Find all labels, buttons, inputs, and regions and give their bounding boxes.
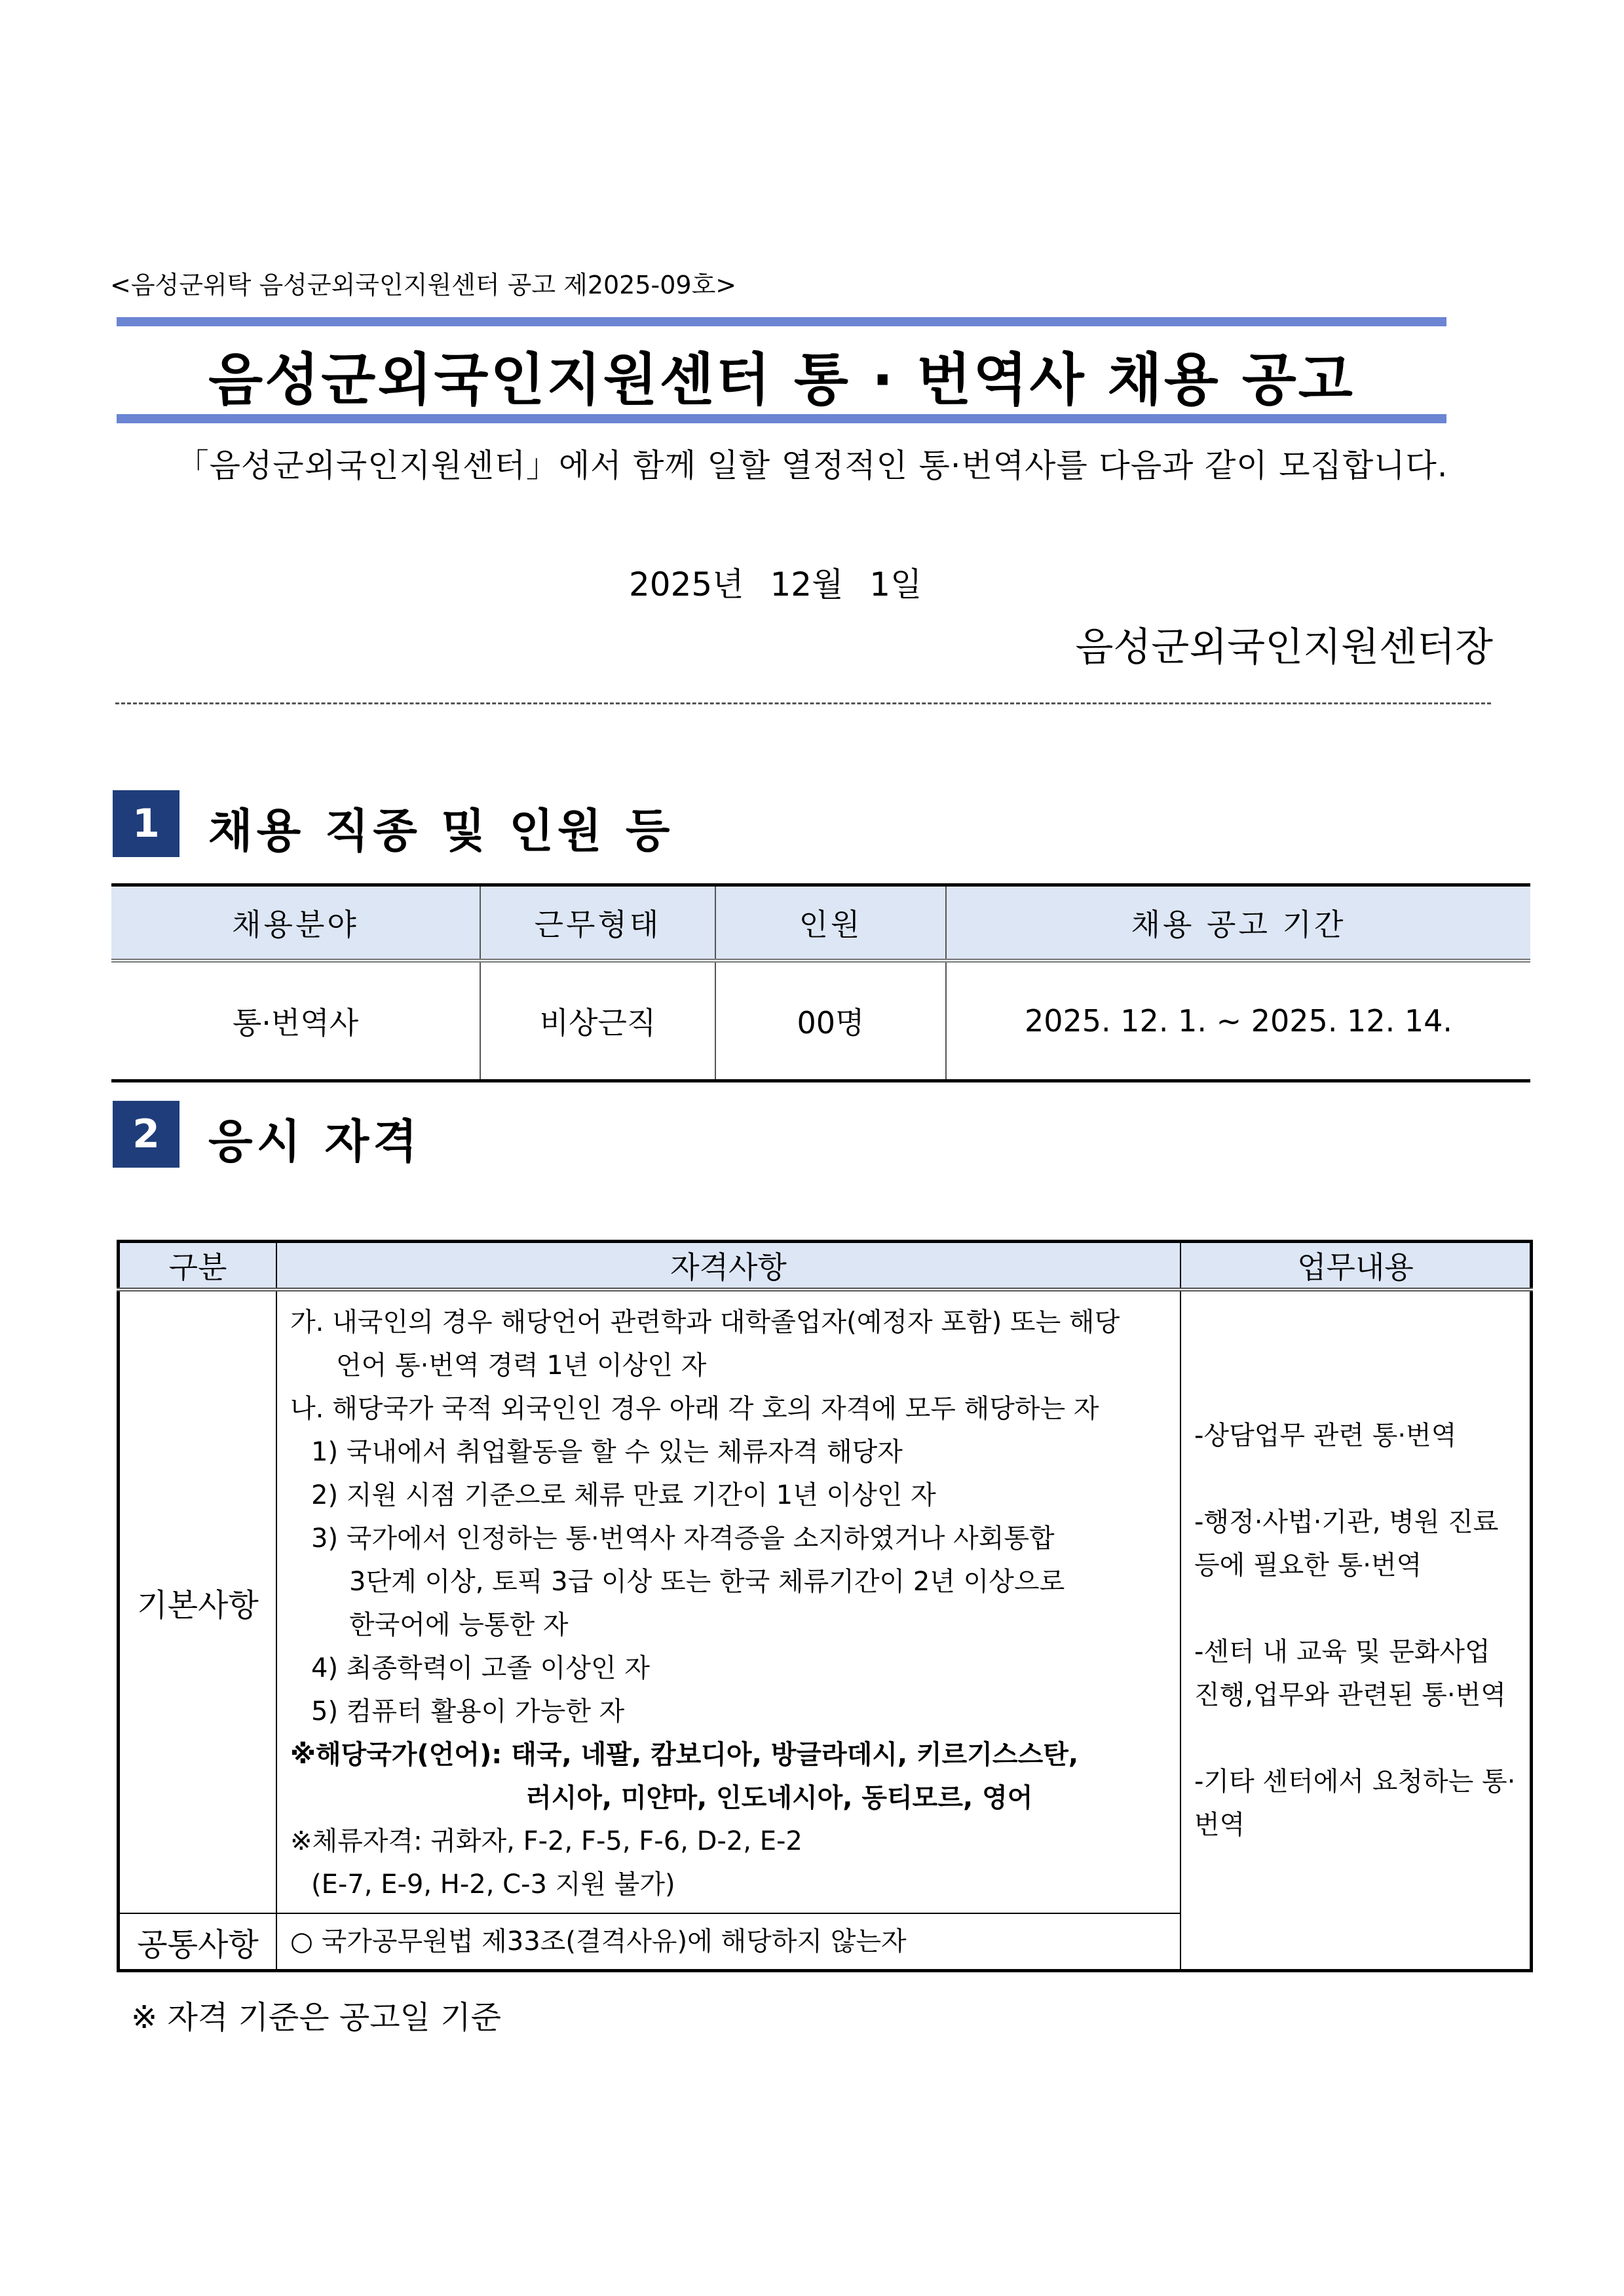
- header-count: 인원: [715, 885, 946, 961]
- cell-period: 2025. 12. 1. ~ 2025. 12. 14.: [946, 961, 1530, 1081]
- qual-line: ※체류자격: 귀화자, F-2, F-5, F-6, D-2, E-2: [290, 1826, 803, 1856]
- notice-date: 2025년 12월 1일: [629, 565, 922, 603]
- qual-line: 언어 통·번역 경력 1년 이상인 자: [336, 1350, 707, 1381]
- qual-line: 한국어에 능통한 자: [349, 1610, 569, 1640]
- table-header-row: [119, 1242, 1532, 1290]
- qual-line: 가. 내국인의 경우 해당언어 관련학과 대학졸업자(예정자 포함) 또는 해당: [290, 1307, 1120, 1337]
- cell-work-type: 비상근직: [480, 961, 715, 1081]
- footnote: ※ 자격 기준은 공고일 기준: [131, 1999, 501, 2036]
- duty-item: -행정·사법·기관, 병원 진료: [1194, 1507, 1499, 1537]
- qual-line: 4) 최종학력이 고졸 이상인 자: [311, 1653, 650, 1683]
- header-work-type: 근무형태: [480, 885, 715, 961]
- duties-list: [1180, 1290, 1532, 1971]
- signer: 음성군외국인지원센터장: [1075, 624, 1493, 670]
- duty-item: -상담업무 관련 통·번역: [1194, 1421, 1457, 1451]
- basic-qualifications: [276, 1290, 1180, 1913]
- duty-item: 등에 필요한 통·번역: [1194, 1550, 1422, 1580]
- page-title: 음성군외국인지원센터 통 · 번역사 채용 공고: [208, 347, 1355, 413]
- qual-line: 2) 지원 시점 기준으로 체류 만료 기간이 1년 이상인 자: [311, 1480, 936, 1510]
- qual-line-countries: ※해당국가(언어): 태국, 네팔, 캄보디아, 방글라데시, 키르기스스탄,: [290, 1740, 1079, 1770]
- cell-count: 00명: [715, 961, 946, 1081]
- header-field: 채용분야: [111, 885, 480, 961]
- recruitment-table: [111, 883, 1530, 1082]
- section1-title: 채용 직종 및 인원 등: [208, 804, 674, 858]
- cell-field: 통·번역사: [111, 961, 480, 1081]
- header-qualification: 자격사항: [276, 1242, 1180, 1290]
- table-row: [111, 961, 1530, 1081]
- duty-item: -기타 센터에서 요청하는 통·번역: [1194, 1767, 1516, 1840]
- qualification-table: [117, 1240, 1533, 1972]
- basic-label: 기본사항: [119, 1290, 277, 1913]
- intro-text: 「음성군외국인지원센터」에서 함께 일할 열정적인 통·번역사를 다음과 같이 모집합니다.: [176, 447, 1448, 484]
- header-category: 구분: [119, 1242, 277, 1290]
- section2-number: 2: [113, 1101, 179, 1168]
- qual-line: 나. 해당국가 국적 외국인인 경우 아래 각 호의 자격에 모두 해당하는 자: [290, 1394, 1099, 1424]
- table-row-basic: [119, 1290, 1532, 1913]
- duty-item: 진행,업무와 관련된 통·번역: [1194, 1680, 1506, 1710]
- qual-line: 1) 국내에서 취업활동을 할 수 있는 체류자격 해당자: [311, 1437, 903, 1467]
- qual-line-countries: 러시아, 미얀마, 인도네시아, 동티모르, 영어: [526, 1783, 1033, 1813]
- qual-line: 3) 국가에서 인정하는 통·번역사 자격증을 소지하였거나 사회통합: [311, 1523, 1055, 1554]
- common-label: 공통사항: [119, 1913, 277, 1971]
- qual-line: 3단계 이상, 토픽 3급 이상 또는 한국 체류기간이 2년 이상으로: [349, 1567, 1065, 1597]
- notice-number: <음성군위탁 음성군외국인지원센터 공고 제2025-09호>: [110, 271, 737, 299]
- header-duties: 업무내용: [1180, 1242, 1532, 1290]
- table-header-row: [111, 885, 1530, 961]
- header-period: 채용 공고 기간: [946, 885, 1530, 961]
- divider: [115, 702, 1491, 704]
- qual-line: 5) 컴퓨터 활용이 가능한 자: [311, 1696, 625, 1727]
- common-qualification: ○ 국가공무원법 제33조(결격사유)에 해당하지 않는자: [276, 1913, 1180, 1971]
- qual-line: (E-7, E-9, H-2, C-3 지원 불가): [311, 1869, 675, 1900]
- section2-title: 응시 자격: [208, 1115, 421, 1168]
- title-bottom-bar: [117, 414, 1446, 423]
- section1-number: 1: [113, 790, 179, 857]
- duty-item: -센터 내 교육 및 문화사업: [1194, 1637, 1490, 1667]
- title-top-bar: [117, 317, 1446, 326]
